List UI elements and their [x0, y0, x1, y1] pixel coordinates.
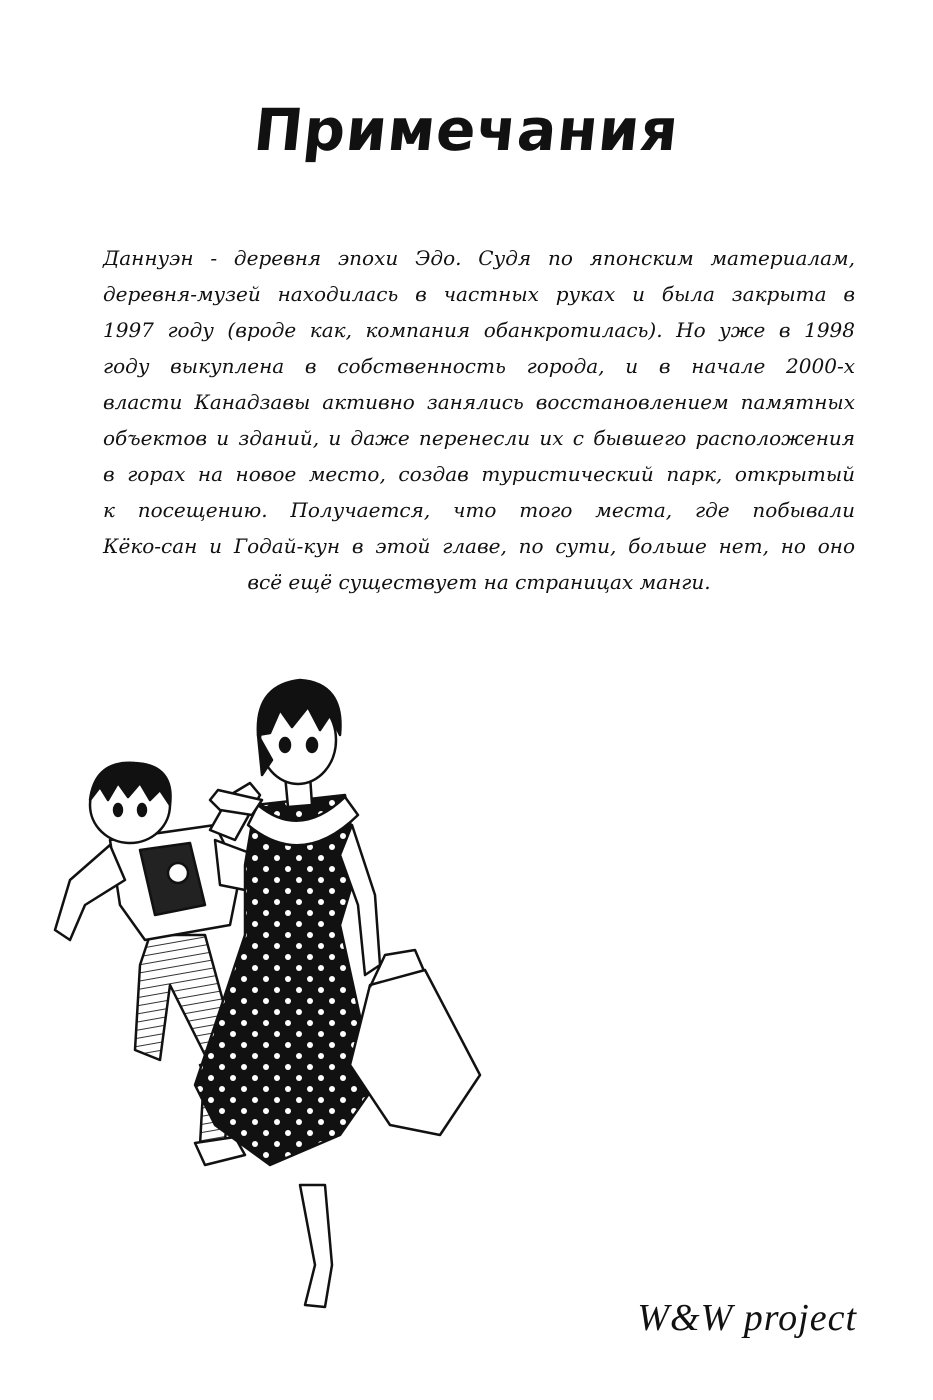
translator-credit: W&W project [637, 1297, 857, 1339]
note-line: 1997 году (вроде как, компания обанкротилась). Но уже в 1998 [103, 318, 855, 342]
note-line: Кёко-сан и Годай-кун в этой главе, по сути, больше нет, но оно [103, 534, 855, 558]
note-line: к посещению. Получается, что того места, где побывали [103, 498, 855, 522]
note-line: в горах на новое место, создав туристический парк, открытый [103, 462, 855, 486]
notes-paragraph [103, 240, 855, 600]
page-title: Примечания [250, 96, 683, 164]
note-line: деревня-музей находилась в частных руках и была закрыта в [103, 282, 855, 306]
note-line: власти Канадзавы активно занялись восстановлением памятных [103, 390, 855, 414]
manga-couple-illustration [40, 665, 500, 1315]
woman-figure [195, 680, 480, 1307]
note-line: всё ещё существует на страницах манги. [247, 570, 711, 594]
note-line: объектов и зданий, и даже перенесли их с бывшего расположения [103, 426, 855, 450]
note-line: Даннуэн - деревня эпохи Эдо. Судя по японским материалам, [103, 246, 855, 270]
note-line: году выкуплена в собственность города, и в начале 2000-х [103, 354, 855, 378]
